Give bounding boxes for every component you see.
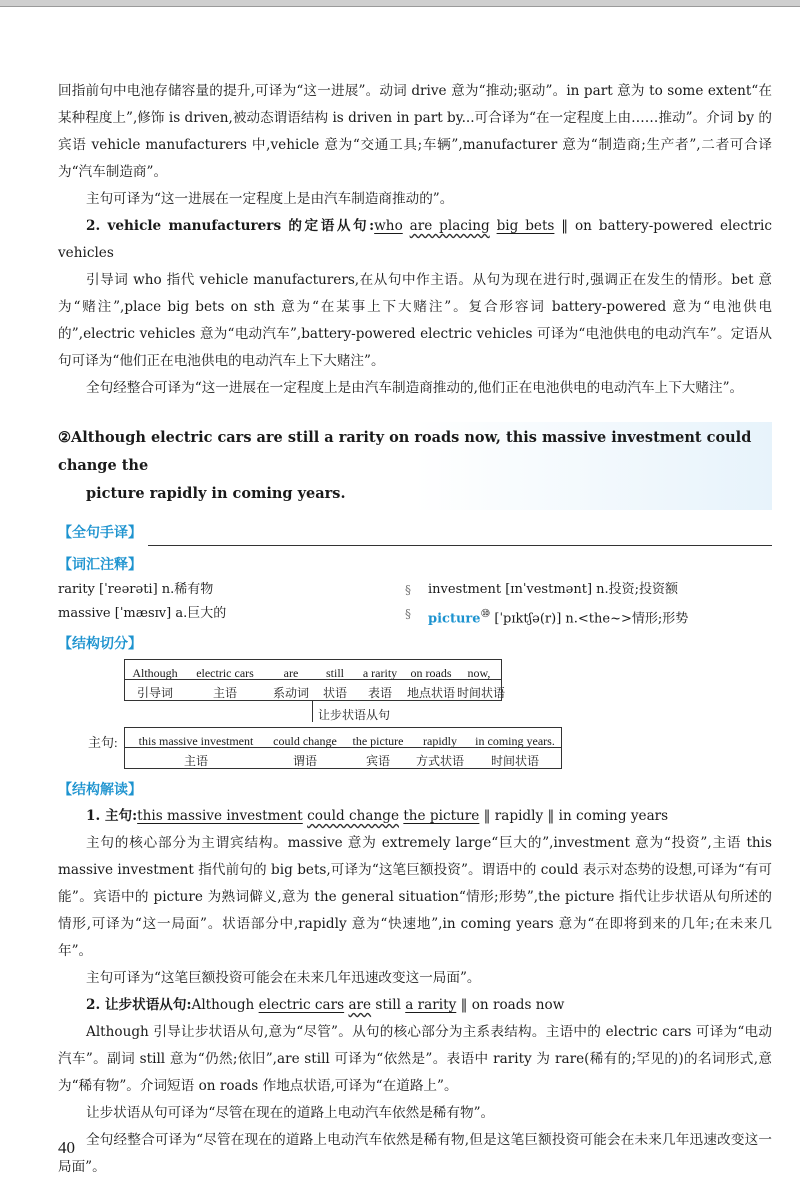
object-phrase: the picture	[403, 808, 480, 825]
vocab-massive: massive [ˈmæsɪv] a.巨大的	[58, 606, 227, 621]
paragraph-main-clause-translation: 主句可译为“这一进展在一定程度上是由汽车制造商推动的”。	[86, 191, 454, 207]
structure-diagram	[58, 657, 772, 777]
clause-box	[124, 659, 506, 701]
sentence-line-2: picture rapidly in coming years.	[86, 485, 346, 502]
clause-word: now,	[467, 666, 491, 681]
translation-row	[58, 520, 772, 546]
linking-verb-are: are	[348, 997, 372, 1014]
predicate-are-placing: are placing	[409, 218, 490, 234]
main-role: 谓语	[292, 754, 317, 769]
clause-word: Although	[132, 666, 178, 681]
main-role: 主语	[183, 754, 208, 769]
main-clause-prefix: 主句:	[88, 735, 118, 751]
paragraph-continued: 回指前句中电池存储容量的提升,可译为“这一进展”。动词 drive 意为“推动;驱动”。in part 意为 to some extent“在某种程度上”,修饰 is driven,被动态谓语结构 is driven in part by...可合译为“在一定程度上由……推动”。介词 by 的宾语 vehicle manufacturers 中,vehicle 意为“交通工具;车辆”,manufacturer 意为“制造商;生产者”,二者可合译为“汽车制造商”。	[58, 83, 772, 180]
heading-number: 2. 让步状语从句:	[86, 997, 192, 1014]
heading-rest: ‖ on battery-powered electric vehicles	[58, 218, 772, 261]
example-sentence	[58, 422, 772, 510]
new-meaning-mark: ⑩	[480, 607, 491, 620]
sentence-line-1: ②Although electric cars are still a rarity on roads now, this massive investment could change the	[58, 429, 752, 474]
vocab-list	[58, 578, 772, 631]
vocab-rarity: rarity [ˈreərəti] n.稀有物	[58, 582, 214, 597]
main-word: in coming years.	[475, 734, 555, 749]
main-role: 方式状语	[415, 754, 464, 769]
heading-number: 2. vehicle manufacturers 的定语从句:	[86, 218, 375, 234]
clause-role: 表语	[367, 686, 392, 701]
translation-blank-line	[148, 527, 772, 546]
vocab-separator: §	[405, 583, 411, 597]
page-body	[58, 78, 772, 1181]
main-word: rapidly	[423, 734, 457, 749]
heading-rest: ‖ rapidly ‖ in coming years	[479, 808, 669, 825]
top-border	[0, 0, 800, 7]
page-number: 40	[58, 1138, 75, 1157]
tag-translation: 【全句手译】	[58, 525, 142, 541]
clause-word: electric cars	[196, 666, 254, 681]
clause-role: 引导词	[136, 686, 173, 701]
paragraph-concessive-translation: 让步状语从句可译为“尽管在现在的道路上电动汽车依然是稀有物”。	[86, 1105, 495, 1122]
heading-concessive-clause: 2. 让步状语从句:Although electric cars are still a rarity ‖ on roads now	[86, 997, 565, 1014]
paragraph-full-translation: 全句经整合可译为“这一进展在一定程度上是由汽车制造商推动的,他们正在电池供电的电动汽车上下大赌注”。	[86, 380, 744, 396]
clause-role: 地点状语	[406, 686, 455, 701]
main-word: this massive investment	[138, 734, 254, 749]
main-word: the picture	[352, 734, 404, 749]
object-big-bets: big bets	[496, 218, 555, 234]
clause-role: 时间状语	[457, 686, 506, 701]
clause-word: a rarity	[362, 666, 398, 681]
vocab-separator: §	[405, 607, 411, 621]
tag-analysis: 【结构解读】	[58, 782, 142, 799]
subject-electric-cars: electric cars	[258, 997, 345, 1014]
heading-number: 1. 主句:	[86, 808, 138, 825]
heading-main-clause	[58, 803, 772, 830]
clause-role: 主语	[212, 686, 237, 701]
paragraph-concessive-explanation: Although 引导让步状语从句,意为“尽管”。从句的核心部分为主系表结构。主语中的 electric cars 可译为“电动汽车”。副词 still 意为“仍然;依旧”,are still 可译为“依然是”。表语中 rarity 为 rare(稀有的;罕见的)的名词形式,意为“稀有物”。介词短语 on roads 作地点状语,可译为“在道路上”。	[58, 1024, 772, 1095]
vocab-investment: investment [ɪnˈvestmənt] n.投资;投资额	[428, 582, 679, 597]
paragraph-final-translation: 全句经整合可译为“尽管在现在的道路上电动汽车依然是稀有物,但是这笔巨额投资可能会在未来几年迅速改变这一局面”。	[58, 1132, 772, 1176]
paragraph-main-explanation: 主句的核心部分为主谓宾结构。massive 意为 extremely large“巨大的”,investment 意为“投资”,主语 this massive investment 指代前句的 big bets,可译为“这笔巨额投资”。谓语中的 could 表示对态势的设想,可译为“有可能”。宾语中的 picture 为熟词僻义,意为 the general situation“情形;形势”,the picture 指代让步状语从句所述的情形,可译为“这一局面”。状语部分中,rapidly 意为“快速地”,in coming years 意为“在即将到来的几年;在未来几年”。	[58, 835, 772, 960]
main-role: 宾语	[365, 754, 390, 769]
sentence-number: ②	[58, 429, 71, 446]
tag-structure: 【结构切分】	[58, 636, 142, 653]
main-clause-box	[124, 727, 562, 769]
main-role: 时间状语	[490, 754, 539, 769]
predicate-phrase: could change	[307, 808, 399, 825]
clause-word: on roads	[410, 666, 452, 681]
clause-word: still	[325, 666, 344, 681]
paragraph-main-translation: 主句可译为“这笔巨额投资可能会在未来几年迅速改变这一局面”。	[86, 970, 481, 987]
clause-role: 系动词	[272, 686, 309, 701]
tag-vocab: 【词汇注释】	[58, 557, 142, 573]
link-label: 让步状语从句	[318, 708, 391, 723]
heading-rest: ‖ on roads now	[456, 997, 565, 1014]
clause-word: are	[283, 666, 299, 681]
vocab-picture: picture⑩ [ˈpɪktʃə(r)] n.<the~>情形;形势	[428, 607, 689, 627]
paragraph-clause-explanation: 引导词 who 指代 vehicle manufacturers,在从句中作主语。从句为现在进行时,强调正在发生的情形。bet 意为“赌注”,place big bets on sth 意为“在某事上下大赌注”。复合形容词 battery-powered 意为“电池供电的”,electric vehicles 意为“电动汽车”,battery-powered electric vehicles 可译为“电池供电的电动汽车”。定语从句可译为“他们正在电池供电的电动汽车上下大赌注”。	[58, 272, 772, 369]
predicative-rarity: a rarity	[405, 997, 457, 1014]
main-word: could change	[273, 734, 337, 749]
clause-role: 状语	[322, 686, 347, 701]
subject-who: who	[374, 218, 403, 234]
subject-phrase: this massive investment	[137, 808, 303, 825]
heading-attributive-clause	[58, 213, 772, 267]
